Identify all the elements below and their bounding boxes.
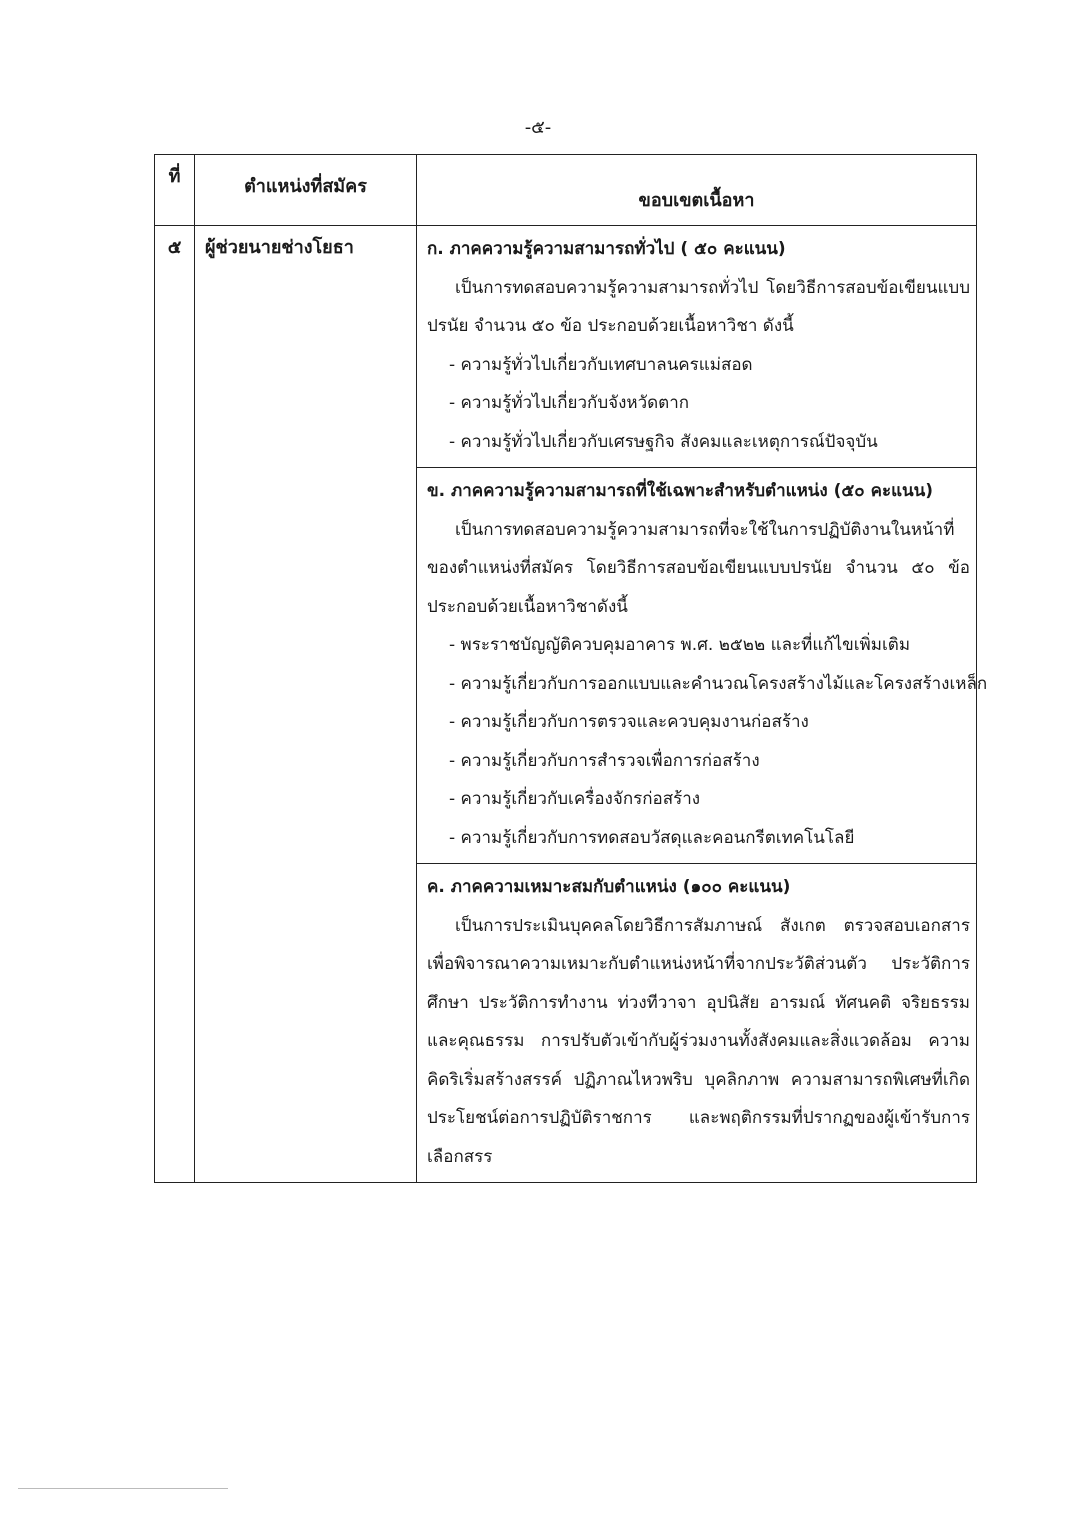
table-header-row — [155, 155, 977, 226]
section-position-knowledge — [417, 467, 988, 863]
list-item: - ความรู้ทั่วไปเกี่ยวกับเศรษฐกิจ สังคมและเหตุการณ์ปัจจุบัน — [449, 431, 878, 452]
list-item: - ความรู้เกี่ยวกับการตรวจและควบคุมงานก่อสร้าง — [449, 712, 809, 732]
header-scope: ขอบเขตเนื้อหา — [417, 155, 977, 226]
row-position: ผู้ช่วยนายช่างโยธา — [195, 226, 417, 1183]
row-no: ๕ — [155, 226, 195, 1183]
list-item: - ความรู้เกี่ยวกับการออกแบบและคำนวณโครงสร้างไม้และโครงสร้างเหล็ก — [449, 673, 988, 694]
list-item: - พระราชบัญญัติควบคุมอาคาร พ.ศ. ๒๕๒๒ และที่แก้ไขเพิ่มเติม — [449, 635, 911, 655]
row-scope — [417, 226, 988, 1183]
section-general-knowledge — [417, 226, 976, 467]
list-item: - ความรู้เกี่ยวกับการทดสอบวัสดุและคอนกรีตเทคโนโลยี — [449, 827, 855, 848]
list-item: - ความรู้เกี่ยวกับเครื่องจักรก่อสร้าง — [449, 789, 701, 809]
page-number: -๕- — [524, 117, 552, 138]
footer-divider — [18, 1488, 228, 1489]
table-row — [155, 226, 977, 1183]
section-intro: เป็นการทดสอบความรู้ความสามารถทั่วไป โดยวิธีการสอบข้อเขียนแบบปรนัย จำนวน ๕๐ ข้อ ประกอบด้วยเนื้อหาวิชา ดังนี้ — [427, 277, 970, 336]
section-title: ก. ภาคความรู้ความสามารถทั่วไป ( ๕๐ คะแนน) — [427, 239, 786, 259]
header-position: ตำแหน่งที่สมัคร — [195, 155, 417, 226]
section-suitability — [417, 863, 976, 1182]
list-item: - ความรู้ทั่วไปเกี่ยวกับเทศบาลนครแม่สอด — [449, 354, 753, 375]
list-item: - ความรู้เกี่ยวกับการสำรวจเพื่อการก่อสร้าง — [449, 750, 760, 771]
section-title: ค. ภาคความเหมาะสมกับตำแหน่ง (๑๐๐ คะแนน) — [427, 877, 791, 897]
list-item: - ความรู้ทั่วไปเกี่ยวกับจังหวัดตาก — [449, 393, 690, 413]
section-intro: เป็นการประเมินบุคคลโดยวิธีการสัมภาษณ์ สังเกต ตรวจสอบเอกสาร เพื่อพิจารณาความเหมาะกับตำแหน่งหน้าที่จากประวัติส่วนตัว ประวัติการศึกษา ประวัติการทำงาน ท่วงทีวาจา อุปนิสัย อารมณ์ ทัศนคติ จริยธรรมและคุณธรรม การปรับตัวเข้ากับผู้ร่วมงานทั้งสังคมและสิ่งแวดล้อม ความคิดริเริ่มสร้างสรรค์ ปฏิภาณไหวพริบ บุคลิกภาพ ความสามารถพิเศษที่เกิดประโยชน์ต่อการปฏิบัติราชการ และพฤติกรรมที่ปรากฏของผู้เข้ารับการเลือกสรร — [427, 915, 970, 1167]
exam-scope-table — [154, 154, 988, 1183]
header-no: ที่ — [155, 155, 195, 226]
section-title: ข. ภาคความรู้ความสามารถที่ใช้เฉพาะสำหรับตำแหน่ง (๕๐ คะแนน) — [427, 481, 934, 501]
section-intro: เป็นการทดสอบความรู้ความสามารถที่จะใช้ในการปฏิบัติงานในหน้าที่ของตำแหน่งที่สมัคร โดยวิธีการสอบข้อเขียนแบบปรนัย จำนวน ๕๐ ข้อ ประกอบด้วยเนื้อหาวิชาดังนี้ — [427, 519, 970, 617]
